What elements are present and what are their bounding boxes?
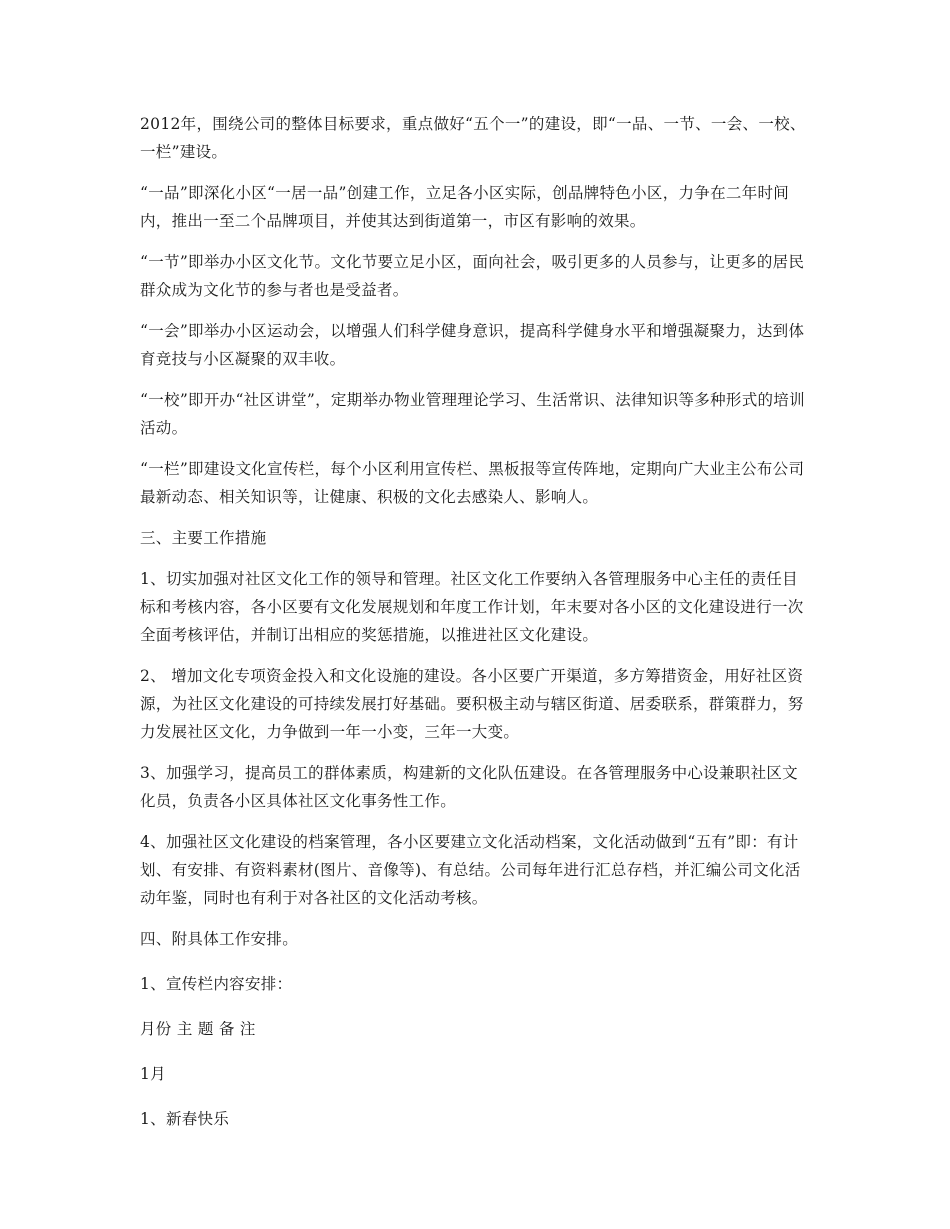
schedule-topic-item: 1、新春快乐 bbox=[140, 1110, 230, 1128]
paragraph-yixiao: “一校”即开办“社区讲堂”，定期举办物业管理理论学习、生活常识、法律知识等多种形式的培训活动。 bbox=[140, 391, 805, 437]
paragraph-intro: 2012年，围绕公司的整体目标要求，重点做好“五个一”的建设，即“一品、一节、一会、一校、一栏”建设。 bbox=[140, 115, 806, 161]
measure-item-2: 2、 增加文化专项资金投入和文化设施的建设。各小区要广开渠道，多方筹措资金，用好社区资源，为社区文化建设的可持续发展打好基础。要积极主动与辖区街道、居委联系，群策群力，努力发展社区文化，力争做到一年一小变，三年一大变。 bbox=[140, 667, 804, 741]
schedule-subheading: 1、宣传栏内容安排： bbox=[140, 975, 293, 993]
paragraph-yijie: “一节”即举办小区文化节。文化节要立足小区，面向社会，吸引更多的人员参与，让更多的居民群众成为文化节的参与者也是受益者。 bbox=[140, 253, 805, 299]
paragraph-yilan: “一栏”即建设文化宣传栏，每个小区利用宣传栏、黑板报等宣传阵地，定期向广大业主公布公司最新动态、相关知识等，让健康、积极的文化去感染人、影响人。 bbox=[140, 460, 805, 506]
paragraph-yipin: “一品”即深化小区“一居一品”创建工作，立足各小区实际，创品牌特色小区，力争在二年时间内，推出一至二个品牌项目，并使其达到街道第一，市区有影响的效果。 bbox=[140, 184, 790, 230]
schedule-month-label: 1月 bbox=[140, 1065, 166, 1083]
measure-item-1: 1、切实加强对社区文化工作的领导和管理。社区文化工作要纳入各管理服务中心主任的责任目标和考核内容，各小区要有文化发展规划和年度工作计划，年末要对各小区的文化建设进行一次全面考核评估，并制订出相应的奖惩措施，以推进社区文化建设。 bbox=[140, 570, 804, 644]
measure-item-3: 3、加强学习，提高员工的群体素质，构建新的文化队伍建设。在各管理服务中心设兼职社区文化员，负责各小区具体社区文化事务性工作。 bbox=[140, 764, 798, 810]
schedule-table-header: 月份 主 题 备 注 bbox=[140, 1020, 256, 1038]
document-page bbox=[140, 110, 812, 1150]
section-heading-schedule: 四、附具体工作安排。 bbox=[140, 930, 299, 948]
measure-item-4: 4、加强社区文化建设的档案管理，各小区要建立文化活动档案，文化活动做到“五有”即：有计划、有安排、有资料素材(图片、音像等)、有总结。公司每年进行汇总存档，并汇编公司文化活动年鉴，同时也有利于对各社区的文化活动考核。 bbox=[140, 833, 801, 907]
section-heading-measures: 三、主要工作措施 bbox=[140, 529, 267, 547]
paragraph-yihui: “一会”即举办小区运动会，以增强人们科学健身意识，提高科学健身水平和增强凝聚力，达到体育竞技与小区凝聚的双丰收。 bbox=[140, 322, 805, 368]
